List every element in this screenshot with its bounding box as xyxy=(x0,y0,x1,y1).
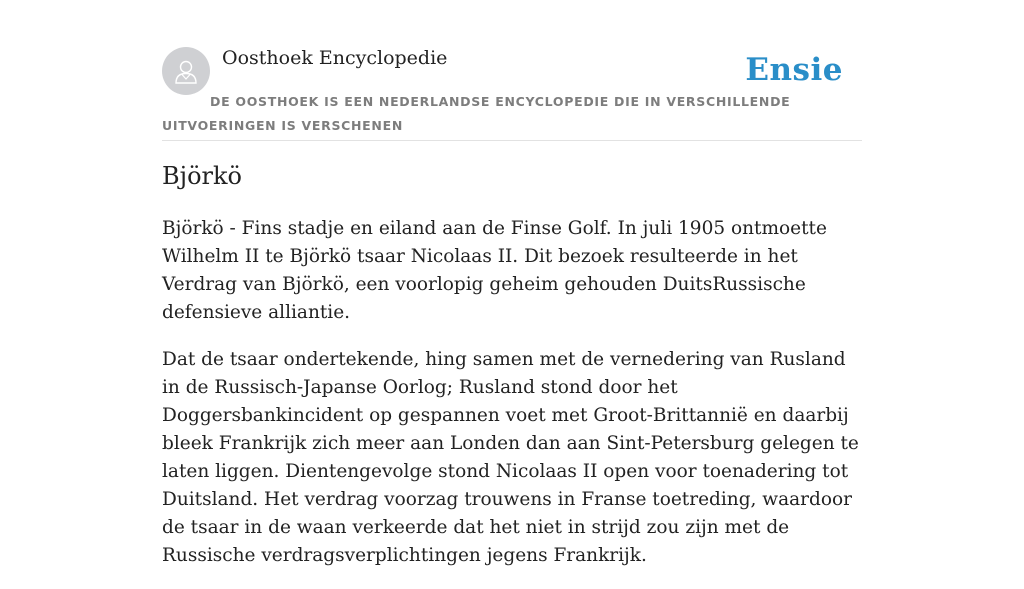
article-body xyxy=(162,215,862,589)
article-paragraph: Dat de tsaar ondertekende, hing samen met de vernedering van Rusland in de Russisch-Japanse Oorlog; Rusland stond door het Doggersbankincident op gespannen voet met Groot-Brittannië en daarbij bleek Frankrijk zich meer aan Londen dan aan Sint-Petersburg gelegen te laten liggen. Dientengevolge stond Nicolaas II open voor toenadering tot Duitsland. Het verdrag voorzag trouwens in Franse toetreding, waardoor de tsaar in de waan verkeerde dat het niet in strijd zou zijn met de Russische verdragsverplichtingen jegens Frankrijk. xyxy=(162,349,859,566)
article-paragraph: Björkö - Fins stadje en eiland aan de Finse Golf. In juli 1905 ontmoette Wilhelm II te Björkö tsaar Nicolaas II. Dit bezoek resulteerde in het Verdrag van Björkö, een voorlopig geheim gehouden DuitsRussische defensieve alliantie. xyxy=(162,218,827,323)
source-tagline: DE OOSTHOEK IS EEN NEDERLANDSE ENCYCLOPEDIE DIE IN VERSCHILLENDE UITVOERINGEN IS VERSCHENEN xyxy=(162,94,791,133)
source-header xyxy=(162,46,862,141)
person-icon xyxy=(171,56,201,86)
brand-logo[interactable]: Ensie xyxy=(745,52,843,88)
user-avatar-icon[interactable] xyxy=(162,47,210,95)
article-title: Björkö xyxy=(162,162,242,190)
source-title[interactable]: Oosthoek Encyclopedie xyxy=(222,47,448,69)
